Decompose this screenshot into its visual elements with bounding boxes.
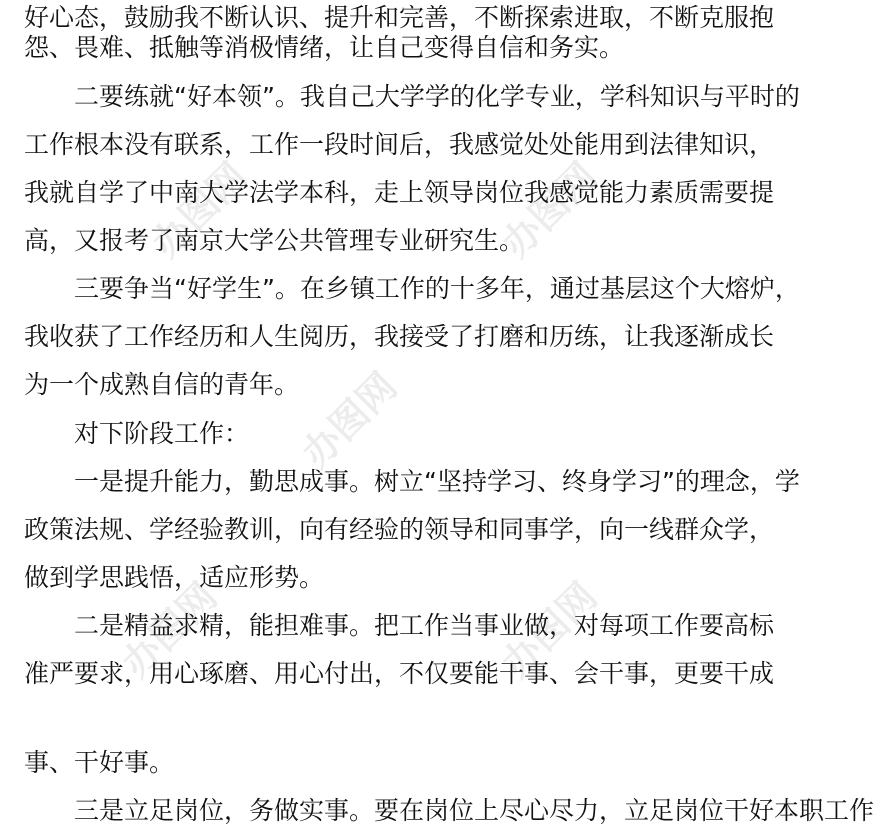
paragraph-text: 好心态，鼓励我不断认识、提升和完善，不断探索进取，不断克服抱 (24, 3, 775, 32)
paragraph-text: 怨、畏难、抵触等消极情绪，让自己变得自信和务实。 (24, 33, 625, 62)
paragraph-text: 工作根本没有联系，工作一段时间后，我感觉处处能用到法律知识， (24, 130, 775, 159)
paragraph-text: 我就自学了中南大学法学本科，走上领导岗位我感觉能力素质需要提 (24, 178, 775, 207)
text-line (0, 738, 800, 788)
paragraph-text: 政策法规、学经验教训，向有经验的领导和同事学，向一线群众学， (24, 515, 775, 544)
paragraph-text: 三是立足岗位，务做实事。要在岗位上尽心尽力，立足岗位干好本职工作 (74, 796, 874, 825)
text-line (0, 505, 800, 555)
text-line (0, 216, 800, 266)
watermark: 办图网 (493, 154, 606, 266)
paragraph-text: 为一个成熟自信的青年。 (24, 370, 300, 399)
text-line (0, 168, 800, 218)
text-line (0, 553, 800, 603)
watermark: 办图网 (293, 364, 406, 476)
text-line (0, 649, 800, 699)
paragraph-text: 高，又报考了南京大学公共管理专业研究生。 (24, 226, 525, 255)
text-line (0, 23, 800, 73)
text-line (0, 120, 800, 170)
text-line (0, 312, 800, 362)
text-line (0, 360, 800, 410)
paragraph-text: 准严要求，用心琢磨、用心付出，不仅要能干事、会干事，更要干成 (24, 659, 775, 688)
text-line (0, 264, 800, 314)
paragraph-text: 对下阶段工作： (74, 419, 250, 448)
paragraph-text: 三要争当“好学生”。在乡镇工作的十多年，通过基层这个大熔炉， (74, 274, 800, 303)
paragraph-text: 做到学思践悟，适应形势。 (24, 563, 325, 592)
text-line (0, 601, 800, 651)
text-line (0, 457, 800, 507)
paragraph-text: 我收获了工作经历和人生阅历，我接受了打磨和历练，让我逐渐成长 (24, 322, 775, 351)
text-line (0, 409, 800, 459)
paragraph-text: 二要练就“好本领”。我自己大学学的化学专业，学科知识与平时的 (74, 82, 800, 111)
watermark: 办图网 (493, 574, 606, 686)
watermark: 办图网 (113, 574, 226, 686)
text-line (0, 786, 874, 836)
paragraph-text: 二是精益求精，能担难事。把工作当事业做，对每项工作要高标 (74, 611, 775, 640)
paragraph-text: 一是提升能力，勤思成事。树立“坚持学习、终身学习”的理念，学 (74, 467, 800, 496)
text-line (0, 72, 800, 122)
watermark: 办图网 (143, 154, 256, 266)
paragraph-text: 事、干好事。 (24, 748, 175, 777)
